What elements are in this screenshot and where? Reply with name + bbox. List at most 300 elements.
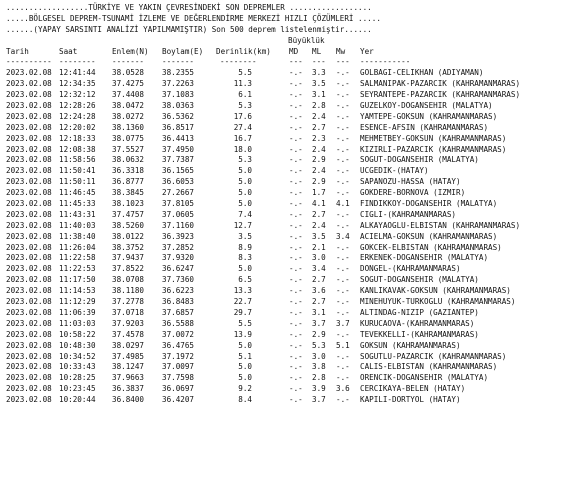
cell-mw: 5.1	[336, 340, 350, 350]
table-row	[6, 373, 579, 384]
cell-latitude: 38.3752	[112, 242, 145, 252]
cell-date: 2023.02.08	[6, 177, 52, 187]
table-row	[6, 286, 579, 297]
cell-md: -.-	[289, 220, 303, 230]
cell-md: -.-	[289, 297, 303, 307]
cell-longitude: 37.1160	[162, 220, 195, 230]
cell-latitude: 38.1180	[112, 286, 145, 296]
column-header-ml: ML	[312, 46, 322, 56]
cell-time: 11:50:11	[59, 177, 96, 187]
table-row	[6, 221, 579, 232]
cell-date: 2023.02.08	[6, 253, 52, 263]
table-row	[6, 330, 579, 341]
cell-time: 11:26:04	[59, 242, 96, 252]
cell-time: 11:14:53	[59, 286, 96, 296]
cell-mw: -.-	[336, 188, 350, 198]
cell-longitude: 37.0097	[162, 362, 195, 372]
cell-date: 2023.02.08	[6, 68, 52, 78]
cell-mw: -.-	[336, 307, 350, 317]
cell-latitude: 37.4408	[112, 90, 145, 100]
cell-longitude: 36.5588	[162, 318, 195, 328]
cell-time: 12:18:33	[59, 133, 96, 143]
cell-longitude: 36.5362	[162, 111, 195, 121]
cell-longitude: 37.1083	[162, 90, 195, 100]
cell-ml: 3.1	[312, 90, 326, 100]
table-row	[6, 188, 579, 199]
table-row	[6, 297, 579, 308]
cell-longitude: 27.2667	[162, 188, 195, 198]
cell-depth: 9.2	[238, 384, 252, 394]
cell-time: 12:20:02	[59, 122, 96, 132]
cell-md: -.-	[289, 101, 303, 111]
cell-depth: 5.0	[238, 373, 252, 383]
cell-md: -.-	[289, 79, 303, 89]
cell-location: KIZIRLI-PAZARCIK (KAHRAMANMARAS)	[360, 144, 507, 154]
cell-md: -.-	[289, 329, 303, 339]
cell-longitude: 36.4207	[162, 395, 195, 405]
cell-time: 11:45:33	[59, 199, 96, 209]
cell-date: 2023.02.08	[6, 144, 52, 154]
column-header-mw: Mw	[336, 46, 346, 56]
cell-latitude: 38.0122	[112, 231, 145, 241]
table-row	[6, 384, 579, 395]
cell-depth: 29.7	[233, 307, 252, 317]
cell-date: 2023.02.08	[6, 188, 52, 198]
cell-latitude: 37.2778	[112, 297, 145, 307]
cell-depth: 8.4	[238, 395, 252, 405]
table-row	[6, 134, 579, 145]
cell-latitude: 36.8400	[112, 395, 145, 405]
cell-date: 2023.02.08	[6, 242, 52, 252]
cell-longitude: 38.0363	[162, 101, 195, 111]
table-row	[6, 112, 579, 123]
cell-time: 11:46:45	[59, 188, 96, 198]
cell-ml: 2.7	[312, 297, 326, 307]
cell-latitude: 38.1023	[112, 199, 145, 209]
cell-depth: 5.0	[238, 362, 252, 372]
cell-ml: 2.4	[312, 111, 326, 121]
cell-longitude: 38.2355	[162, 68, 195, 78]
cell-longitude: 36.4413	[162, 133, 195, 143]
cell-latitude: 38.5260	[112, 220, 145, 230]
cell-mw: 4.1	[336, 199, 350, 209]
table-row	[6, 145, 579, 156]
column-header-longitude: Boylam(E)	[162, 46, 204, 56]
column-header-time: Saat	[59, 46, 78, 56]
cell-date: 2023.02.08	[6, 90, 52, 100]
separator-date: ----------	[6, 57, 52, 67]
cell-time: 12:32:12	[59, 90, 96, 100]
cell-mw: -.-	[336, 155, 350, 165]
table-row	[6, 210, 579, 221]
cell-location: CALIS-ELBISTAN (KAHRAMANMARAS)	[360, 362, 498, 372]
cell-ml: 2.8	[312, 101, 326, 111]
cell-longitude: 37.7598	[162, 373, 195, 383]
table-row	[6, 395, 579, 406]
cell-time: 11:40:03	[59, 220, 96, 230]
cell-depth: 18.0	[233, 144, 252, 154]
cell-location: KAPILI-DORTYOL (HATAY)	[360, 395, 461, 405]
cell-mw: -.-	[336, 373, 350, 383]
cell-md: -.-	[289, 253, 303, 263]
cell-date: 2023.02.08	[6, 297, 52, 307]
cell-md: -.-	[289, 362, 303, 372]
cell-md: -.-	[289, 111, 303, 121]
separator-ml: ---	[312, 57, 326, 67]
cell-md: -.-	[289, 340, 303, 350]
table-row	[6, 264, 579, 275]
cell-ml: 3.7	[312, 395, 326, 405]
cell-time: 10:58:22	[59, 329, 96, 339]
cell-mw: 3.7	[336, 318, 350, 328]
cell-location: ERKENEK-DOGANSEHIR (MALATYA)	[360, 253, 489, 263]
cell-mw: -.-	[336, 133, 350, 143]
table-row	[6, 199, 579, 210]
cell-ml: 2.7	[312, 275, 326, 285]
table-row	[6, 155, 579, 166]
cell-depth: 5.1	[238, 351, 252, 361]
cell-time: 11:03:03	[59, 318, 96, 328]
cell-longitude: 37.2263	[162, 79, 195, 89]
column-header-location: Yer	[360, 46, 374, 56]
cell-location: ORENCIK-DOGANSEHIR (MALATYA)	[360, 373, 489, 383]
cell-md: -.-	[289, 231, 303, 241]
cell-mw: -.-	[336, 275, 350, 285]
header-line-1: ..................TÜRKİYE VE YAKIN ÇEVRESİNDEKİ SON DEPREMLER ..................	[6, 3, 372, 12]
cell-mw: -.-	[336, 177, 350, 187]
cell-depth: 12.7	[233, 220, 252, 230]
cell-ml: 5.3	[312, 340, 326, 350]
cell-date: 2023.02.08	[6, 264, 52, 274]
cell-md: -.-	[289, 318, 303, 328]
cell-md: -.-	[289, 395, 303, 405]
cell-ml: 3.7	[312, 318, 326, 328]
cell-mw: -.-	[336, 90, 350, 100]
cell-md: -.-	[289, 264, 303, 274]
table-row	[6, 90, 579, 101]
cell-depth: 5.3	[238, 155, 252, 165]
cell-ml: 3.9	[312, 384, 326, 394]
cell-latitude: 37.8522	[112, 264, 145, 274]
cell-latitude: 37.9203	[112, 318, 145, 328]
cell-ml: 4.1	[312, 199, 326, 209]
cell-date: 2023.02.08	[6, 155, 52, 165]
header-line-3: ......(YAPAY SARSINTI ANALİZİ YAPILMAMIŞTIR) Son 500 deprem listelenmiştir......	[6, 24, 372, 34]
cell-date: 2023.02.08	[6, 340, 52, 350]
cell-time: 10:34:52	[59, 351, 96, 361]
cell-location: ACIELMA-GOKSUN (KAHRAMANMARAS)	[360, 231, 498, 241]
cell-latitude: 36.3837	[112, 384, 145, 394]
cell-latitude: 38.0472	[112, 101, 145, 111]
cell-location: SOGUT-DOGANSEHIR (MALATYA)	[360, 275, 479, 285]
cell-mw: -.-	[336, 220, 350, 230]
cell-longitude: 37.8105	[162, 199, 195, 209]
cell-date: 2023.02.08	[6, 79, 52, 89]
table-row	[6, 123, 579, 134]
cell-md: -.-	[289, 373, 303, 383]
cell-longitude: 37.0072	[162, 329, 195, 339]
cell-time: 11:38:40	[59, 231, 96, 241]
cell-depth: 7.4	[238, 209, 252, 219]
cell-md: -.-	[289, 90, 303, 100]
cell-mw: 3.6	[336, 384, 350, 394]
cell-mw: -.-	[336, 101, 350, 111]
cell-latitude: 38.0632	[112, 155, 145, 165]
cell-location: GOKSUN (KAHRAMANMARAS)	[360, 340, 461, 350]
cell-time: 10:33:43	[59, 362, 96, 372]
separator-time: --------	[59, 57, 96, 67]
cell-ml: 2.1	[312, 242, 326, 252]
cell-date: 2023.02.08	[6, 329, 52, 339]
cell-depth: 16.7	[233, 133, 252, 143]
cell-mw: -.-	[336, 264, 350, 274]
cell-time: 12:08:38	[59, 144, 96, 154]
cell-depth: 5.0	[238, 199, 252, 209]
cell-mw: -.-	[336, 253, 350, 263]
cell-mw: 3.4	[336, 231, 350, 241]
cell-time: 12:41:44	[59, 68, 96, 78]
cell-mw: -.-	[336, 297, 350, 307]
cell-location: DONGEL-(KAHRAMANMARAS)	[360, 264, 461, 274]
cell-depth: 22.7	[233, 297, 252, 307]
cell-md: -.-	[289, 242, 303, 252]
cell-date: 2023.02.08	[6, 318, 52, 328]
cell-ml: 2.4	[312, 166, 326, 176]
separator-depth: --------	[220, 57, 257, 67]
cell-ml: 3.3	[312, 68, 326, 78]
cell-time: 10:48:30	[59, 340, 96, 350]
cell-md: -.-	[289, 188, 303, 198]
cell-location: ALTINDAG-NIZIP (GAZIANTEP)	[360, 307, 479, 317]
cell-time: 11:06:39	[59, 307, 96, 317]
cell-ml: 3.0	[312, 351, 326, 361]
column-header-md: MD	[289, 46, 299, 56]
cell-md: -.-	[289, 155, 303, 165]
cell-ml: 2.4	[312, 220, 326, 230]
separator-longitude: -------	[162, 57, 195, 67]
cell-latitude: 38.0272	[112, 111, 145, 121]
cell-latitude: 38.0708	[112, 275, 145, 285]
cell-ml: 3.6	[312, 286, 326, 296]
table-row	[6, 166, 579, 177]
cell-location: CIGLI-(KAHRAMANMARAS)	[360, 209, 457, 219]
cell-date: 2023.02.08	[6, 231, 52, 241]
magnitude-group-label: Büyüklük	[288, 35, 325, 45]
cell-date: 2023.02.08	[6, 384, 52, 394]
cell-longitude: 36.1565	[162, 166, 195, 176]
cell-ml: 2.3	[312, 133, 326, 143]
cell-date: 2023.02.08	[6, 286, 52, 296]
cell-location: SAPANOZU-HASSA (HATAY)	[360, 177, 461, 187]
separator-location: -----------	[360, 57, 411, 67]
cell-location: GOKCEK-ELBISTAN (KAHRAMANMARAS)	[360, 242, 502, 252]
cell-longitude: 37.6857	[162, 307, 195, 317]
cell-md: -.-	[289, 275, 303, 285]
cell-latitude: 37.0718	[112, 307, 145, 317]
cell-time: 10:23:45	[59, 384, 96, 394]
table-row	[6, 253, 579, 264]
cell-ml: 3.4	[312, 264, 326, 274]
cell-date: 2023.02.08	[6, 101, 52, 111]
cell-md: -.-	[289, 177, 303, 187]
cell-location: YAMTEPE-GOKSUN (KAHRAMANMARAS)	[360, 111, 498, 121]
table-row	[6, 308, 579, 319]
cell-latitude: 37.9663	[112, 373, 145, 383]
cell-date: 2023.02.08	[6, 307, 52, 317]
cell-latitude: 37.4757	[112, 209, 145, 219]
cell-mw: -.-	[336, 329, 350, 339]
cell-mw: -.-	[336, 68, 350, 78]
cell-time: 11:22:58	[59, 253, 96, 263]
cell-time: 12:28:26	[59, 101, 96, 111]
cell-ml: 2.7	[312, 209, 326, 219]
cell-time: 10:20:44	[59, 395, 96, 405]
cell-depth: 17.6	[233, 111, 252, 121]
cell-mw: -.-	[336, 362, 350, 372]
table-row	[6, 177, 579, 188]
cell-longitude: 36.8517	[162, 122, 195, 132]
cell-date: 2023.02.08	[6, 209, 52, 219]
cell-ml: 2.9	[312, 177, 326, 187]
cell-location: FINDIKKOY-DOGANSEHIR (MALATYA)	[360, 199, 498, 209]
cell-mw: -.-	[336, 166, 350, 176]
cell-time: 10:28:25	[59, 373, 96, 383]
cell-ml: 2.4	[312, 144, 326, 154]
magnitude-group-row	[6, 36, 579, 47]
cell-depth: 3.5	[238, 231, 252, 241]
cell-longitude: 37.2852	[162, 242, 195, 252]
cell-longitude: 36.6223	[162, 286, 195, 296]
cell-md: -.-	[289, 351, 303, 361]
cell-location: KURUCAOVA-(KAHRAMANMARAS)	[360, 318, 475, 328]
cell-md: -.-	[289, 384, 303, 394]
cell-location: SALMANIPAK-PAZARCIK (KAHRAMANMARAS)	[360, 79, 521, 89]
cell-depth: 13.9	[233, 329, 252, 339]
cell-time: 11:50:41	[59, 166, 96, 176]
table-row	[6, 352, 579, 363]
cell-date: 2023.02.08	[6, 166, 52, 176]
cell-mw: -.-	[336, 242, 350, 252]
cell-location: CERCIKAYA-BELEN (HATAY)	[360, 384, 466, 394]
cell-longitude: 36.8483	[162, 297, 195, 307]
cell-longitude: 37.7360	[162, 275, 195, 285]
cell-time: 12:34:35	[59, 79, 96, 89]
cell-location: SOGUTLU-PAZARCIK (KAHRAMANMARAS)	[360, 351, 507, 361]
cell-latitude: 37.4578	[112, 329, 145, 339]
cell-ml: 3.5	[312, 79, 326, 89]
cell-md: -.-	[289, 307, 303, 317]
cell-md: -.-	[289, 209, 303, 219]
cell-md: -.-	[289, 166, 303, 176]
cell-md: -.-	[289, 68, 303, 78]
cell-longitude: 37.0605	[162, 209, 195, 219]
cell-ml: 2.8	[312, 373, 326, 383]
cell-depth: 5.0	[238, 264, 252, 274]
cell-time: 11:17:50	[59, 275, 96, 285]
column-header-latitude: Enlem(N)	[112, 46, 149, 56]
table-row	[6, 101, 579, 112]
cell-depth: 5.0	[238, 177, 252, 187]
cell-longitude: 36.6053	[162, 177, 195, 187]
cell-longitude: 37.4950	[162, 144, 195, 154]
cell-location: UCGEDIK-(HATAY)	[360, 166, 429, 176]
cell-location: GUZELKOY-DOGANSEHIR (MALATYA)	[360, 101, 493, 111]
cell-location: ALKAYAOGLU-ELBISTAN (KAHRAMANMARAS)	[360, 220, 521, 230]
cell-mw: -.-	[336, 122, 350, 132]
cell-depth: 5.5	[238, 318, 252, 328]
cell-date: 2023.02.08	[6, 373, 52, 383]
table-row	[6, 319, 579, 330]
cell-location: GOLBAGI-CELIKHAN (ADIYAMAN)	[360, 68, 484, 78]
cell-mw: -.-	[336, 395, 350, 405]
cell-date: 2023.02.08	[6, 362, 52, 372]
cell-md: -.-	[289, 286, 303, 296]
cell-longitude: 36.3923	[162, 231, 195, 241]
table-row	[6, 79, 579, 90]
column-header-date: Tarih	[6, 46, 29, 56]
cell-depth: 5.0	[238, 188, 252, 198]
cell-longitude: 37.9320	[162, 253, 195, 263]
cell-depth: 5.0	[238, 166, 252, 176]
cell-latitude: 37.4275	[112, 79, 145, 89]
cell-ml: 2.9	[312, 155, 326, 165]
cell-time: 12:24:28	[59, 111, 96, 121]
column-header-depth: Derinlik(km)	[216, 46, 271, 56]
cell-depth: 6.1	[238, 90, 252, 100]
cell-longitude: 37.7387	[162, 155, 195, 165]
cell-longitude: 36.6247	[162, 264, 195, 274]
cell-date: 2023.02.08	[6, 199, 52, 209]
cell-location: MEHMETBEY-GOKSUN (KAHRAMANMARAS)	[360, 133, 507, 143]
table-row	[6, 275, 579, 286]
cell-latitude: 37.9437	[112, 253, 145, 263]
cell-mw: -.-	[336, 144, 350, 154]
separator-md: ---	[289, 57, 303, 67]
cell-latitude: 37.5527	[112, 144, 145, 154]
cell-date: 2023.02.08	[6, 351, 52, 361]
cell-date: 2023.02.08	[6, 122, 52, 132]
cell-location: SEYRANTEPE-PAZARCIK (KAHRAMANMARAS)	[360, 90, 521, 100]
cell-location: GOKDERE-BORNOVA (IZMIR)	[360, 188, 466, 198]
header-line-2: .....BÖLGESEL DEPREM-TSUNAMİ İZLEME VE DEĞERLENDİRME MERKEZİ HIZLI ÇÖZÜMLERİ .....	[6, 13, 381, 23]
cell-time: 11:22:53	[59, 264, 96, 274]
cell-depth: 5.5	[238, 68, 252, 78]
table-row	[6, 232, 579, 243]
cell-mw: -.-	[336, 209, 350, 219]
cell-date: 2023.02.08	[6, 395, 52, 405]
cell-depth: 13.3	[233, 286, 252, 296]
cell-md: -.-	[289, 122, 303, 132]
cell-time: 11:12:29	[59, 297, 96, 307]
cell-md: -.-	[289, 133, 303, 143]
table-row	[6, 341, 579, 352]
cell-depth: 27.4	[233, 122, 252, 132]
cell-latitude: 38.0297	[112, 340, 145, 350]
cell-latitude: 38.0775	[112, 133, 145, 143]
cell-depth: 8.3	[238, 253, 252, 263]
cell-latitude: 38.0528	[112, 68, 145, 78]
cell-ml: 3.8	[312, 362, 326, 372]
cell-latitude: 37.4985	[112, 351, 145, 361]
cell-depth: 5.0	[238, 340, 252, 350]
cell-depth: 6.5	[238, 275, 252, 285]
cell-latitude: 36.8777	[112, 177, 145, 187]
cell-md: -.-	[289, 199, 303, 209]
table-row	[6, 68, 579, 79]
cell-depth: 8.9	[238, 242, 252, 252]
cell-mw: -.-	[336, 79, 350, 89]
cell-mw: -.-	[336, 111, 350, 121]
